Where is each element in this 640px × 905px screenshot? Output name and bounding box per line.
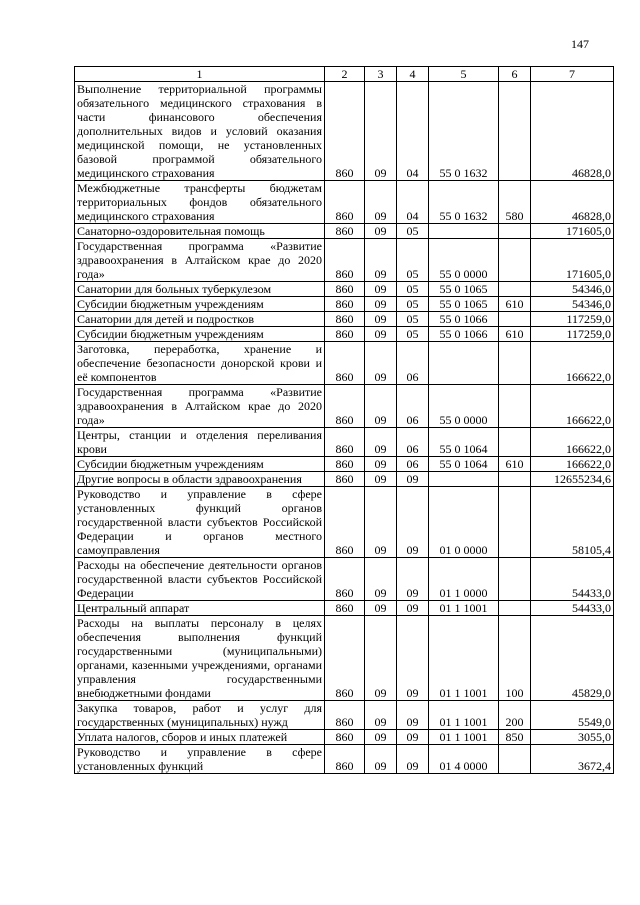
admin-code: 860	[325, 312, 365, 327]
item-name: Заготовка, переработка, хранение и обеспечение безопасности донорской крови и её компонентов	[75, 342, 325, 385]
expense-type-code	[499, 239, 531, 282]
item-name: Выполнение территориальной программы обязательного медицинского страхования в части финансового обеспечения дополнительных видов и условий оказания медицинской помощи, не установленных базовой программой обязательного медицинского страхования	[75, 82, 325, 181]
amount: 117259,0	[531, 327, 614, 342]
section-code: 09	[365, 82, 397, 181]
item-name: Расходы на обеспечение деятельности органов государственной власти субъектов Российской Федерации	[75, 558, 325, 601]
section-code: 09	[365, 558, 397, 601]
target-article-code: 55 0 1066	[429, 327, 499, 342]
target-article-code	[429, 472, 499, 487]
section-code: 09	[365, 342, 397, 385]
section-code: 09	[365, 457, 397, 472]
section-code: 09	[365, 224, 397, 239]
item-name: Центры, станции и отделения переливания крови	[75, 428, 325, 457]
section-code: 09	[365, 701, 397, 730]
target-article-code: 55 0 0000	[429, 385, 499, 428]
section-code: 09	[365, 428, 397, 457]
column-header: 1	[75, 67, 325, 82]
admin-code: 860	[325, 181, 365, 224]
admin-code: 860	[325, 487, 365, 558]
amount: 166622,0	[531, 457, 614, 472]
expense-type-code	[499, 82, 531, 181]
table-row	[75, 730, 614, 745]
target-article-code: 01 1 1001	[429, 601, 499, 616]
amount: 3055,0	[531, 730, 614, 745]
subsection-code: 05	[397, 224, 429, 239]
expense-type-code: 610	[499, 457, 531, 472]
section-code: 09	[365, 239, 397, 282]
header-row	[75, 67, 614, 82]
amount: 54346,0	[531, 297, 614, 312]
target-article-code: 01 1 1001	[429, 616, 499, 701]
amount: 54346,0	[531, 282, 614, 297]
amount: 45829,0	[531, 616, 614, 701]
item-name: Государственная программа «Развитие здравоохранения в Алтайском крае до 2020 года»	[75, 385, 325, 428]
admin-code: 860	[325, 472, 365, 487]
target-article-code: 01 1 0000	[429, 558, 499, 601]
target-article-code: 55 0 1066	[429, 312, 499, 327]
table-row	[75, 701, 614, 730]
target-article-code: 55 0 1065	[429, 282, 499, 297]
expense-type-code	[499, 428, 531, 457]
subsection-code: 09	[397, 616, 429, 701]
item-name: Субсидии бюджетным учреждениям	[75, 327, 325, 342]
column-header: 3	[365, 67, 397, 82]
expense-type-code	[499, 472, 531, 487]
expense-type-code: 610	[499, 297, 531, 312]
target-article-code: 01 1 1001	[429, 730, 499, 745]
subsection-code: 04	[397, 82, 429, 181]
admin-code: 860	[325, 282, 365, 297]
column-header: 2	[325, 67, 365, 82]
expense-type-code: 850	[499, 730, 531, 745]
admin-code: 860	[325, 558, 365, 601]
item-name: Закупка товаров, работ и услуг для государственных (муниципальных) нужд	[75, 701, 325, 730]
table-row	[75, 616, 614, 701]
table-row	[75, 327, 614, 342]
target-article-code: 55 0 1065	[429, 297, 499, 312]
target-article-code: 55 0 0000	[429, 239, 499, 282]
subsection-code: 06	[397, 342, 429, 385]
budget-table	[74, 66, 614, 774]
column-header: 4	[397, 67, 429, 82]
admin-code: 860	[325, 385, 365, 428]
subsection-code: 05	[397, 312, 429, 327]
amount: 166622,0	[531, 385, 614, 428]
table-row	[75, 82, 614, 181]
subsection-code: 05	[397, 282, 429, 297]
target-article-code	[429, 342, 499, 385]
subsection-code: 09	[397, 601, 429, 616]
subsection-code: 09	[397, 730, 429, 745]
amount: 166622,0	[531, 342, 614, 385]
subsection-code: 04	[397, 181, 429, 224]
section-code: 09	[365, 282, 397, 297]
item-name: Субсидии бюджетным учреждениям	[75, 457, 325, 472]
expense-type-code	[499, 312, 531, 327]
table-row	[75, 558, 614, 601]
expense-type-code	[499, 745, 531, 774]
item-name: Санаторно-оздоровительная помощь	[75, 224, 325, 239]
table-row	[75, 601, 614, 616]
item-name: Центральный аппарат	[75, 601, 325, 616]
admin-code: 860	[325, 745, 365, 774]
column-header: 6	[499, 67, 531, 82]
expense-type-code: 200	[499, 701, 531, 730]
target-article-code: 01 0 0000	[429, 487, 499, 558]
target-article-code: 55 0 1064	[429, 457, 499, 472]
subsection-code: 09	[397, 487, 429, 558]
table-row	[75, 472, 614, 487]
section-code: 09	[365, 730, 397, 745]
section-code: 09	[365, 327, 397, 342]
section-code: 09	[365, 181, 397, 224]
column-header: 5	[429, 67, 499, 82]
table-row	[75, 224, 614, 239]
table-row	[75, 428, 614, 457]
expense-type-code	[499, 385, 531, 428]
section-code: 09	[365, 312, 397, 327]
item-name: Другие вопросы в области здравоохранения	[75, 472, 325, 487]
expense-type-code: 580	[499, 181, 531, 224]
subsection-code: 06	[397, 457, 429, 472]
column-header: 7	[531, 67, 614, 82]
section-code: 09	[365, 297, 397, 312]
table-row	[75, 312, 614, 327]
item-name: Санатории для детей и подростков	[75, 312, 325, 327]
subsection-code: 09	[397, 701, 429, 730]
subsection-code: 05	[397, 239, 429, 282]
expense-type-code	[499, 342, 531, 385]
admin-code: 860	[325, 601, 365, 616]
item-name: Руководство и управление в сфере установленных функций	[75, 745, 325, 774]
section-code: 09	[365, 487, 397, 558]
page-number: 147	[571, 37, 589, 51]
target-article-code: 01 1 1001	[429, 701, 499, 730]
admin-code: 860	[325, 224, 365, 239]
table-row	[75, 239, 614, 282]
section-code: 09	[365, 745, 397, 774]
admin-code: 860	[325, 239, 365, 282]
amount: 12655234,6	[531, 472, 614, 487]
admin-code: 860	[325, 82, 365, 181]
subsection-code: 06	[397, 385, 429, 428]
expense-type-code: 100	[499, 616, 531, 701]
table-row	[75, 457, 614, 472]
target-article-code: 01 4 0000	[429, 745, 499, 774]
admin-code: 860	[325, 701, 365, 730]
table-row	[75, 487, 614, 558]
subsection-code: 09	[397, 558, 429, 601]
amount: 3672,4	[531, 745, 614, 774]
admin-code: 860	[325, 730, 365, 745]
section-code: 09	[365, 472, 397, 487]
amount: 54433,0	[531, 601, 614, 616]
amount: 46828,0	[531, 181, 614, 224]
subsection-code: 09	[397, 745, 429, 774]
subsection-code: 05	[397, 327, 429, 342]
table-row	[75, 342, 614, 385]
subsection-code: 06	[397, 428, 429, 457]
section-code: 09	[365, 385, 397, 428]
table-row	[75, 282, 614, 297]
target-article-code	[429, 224, 499, 239]
section-code: 09	[365, 601, 397, 616]
item-name: Государственная программа «Развитие здравоохранения в Алтайском крае до 2020 года»	[75, 239, 325, 282]
section-code: 09	[365, 616, 397, 701]
admin-code: 860	[325, 327, 365, 342]
expense-type-code	[499, 224, 531, 239]
table-row	[75, 745, 614, 774]
target-article-code: 55 0 1064	[429, 428, 499, 457]
amount: 166622,0	[531, 428, 614, 457]
admin-code: 860	[325, 297, 365, 312]
expense-type-code	[499, 487, 531, 558]
amount: 171605,0	[531, 239, 614, 282]
table-row	[75, 181, 614, 224]
item-name: Санатории для больных туберкулезом	[75, 282, 325, 297]
expense-type-code	[499, 601, 531, 616]
item-name: Руководство и управление в сфере установленных функций органов государственной власти субъектов Российской Федерации и органов местного самоуправления	[75, 487, 325, 558]
item-name: Субсидии бюджетным учреждениям	[75, 297, 325, 312]
expense-type-code	[499, 282, 531, 297]
item-name: Уплата налогов, сборов и иных платежей	[75, 730, 325, 745]
subsection-code: 05	[397, 297, 429, 312]
target-article-code: 55 0 1632	[429, 181, 499, 224]
amount: 5549,0	[531, 701, 614, 730]
expense-type-code	[499, 558, 531, 601]
admin-code: 860	[325, 342, 365, 385]
item-name: Расходы на выплаты персоналу в целях обеспечения выполнения функций государственными (муниципальными) органами, казенными учреждениями, органами управления государственными внебюджетными фондами	[75, 616, 325, 701]
table-row	[75, 385, 614, 428]
amount: 54433,0	[531, 558, 614, 601]
admin-code: 860	[325, 428, 365, 457]
admin-code: 860	[325, 457, 365, 472]
table-row	[75, 297, 614, 312]
table-body	[75, 82, 614, 774]
amount: 46828,0	[531, 82, 614, 181]
target-article-code: 55 0 1632	[429, 82, 499, 181]
subsection-code: 09	[397, 472, 429, 487]
expense-type-code: 610	[499, 327, 531, 342]
item-name: Межбюджетные трансферты бюджетам территориальных фондов обязательного медицинского страхования	[75, 181, 325, 224]
amount: 171605,0	[531, 224, 614, 239]
admin-code: 860	[325, 616, 365, 701]
amount: 58105,4	[531, 487, 614, 558]
amount: 117259,0	[531, 312, 614, 327]
